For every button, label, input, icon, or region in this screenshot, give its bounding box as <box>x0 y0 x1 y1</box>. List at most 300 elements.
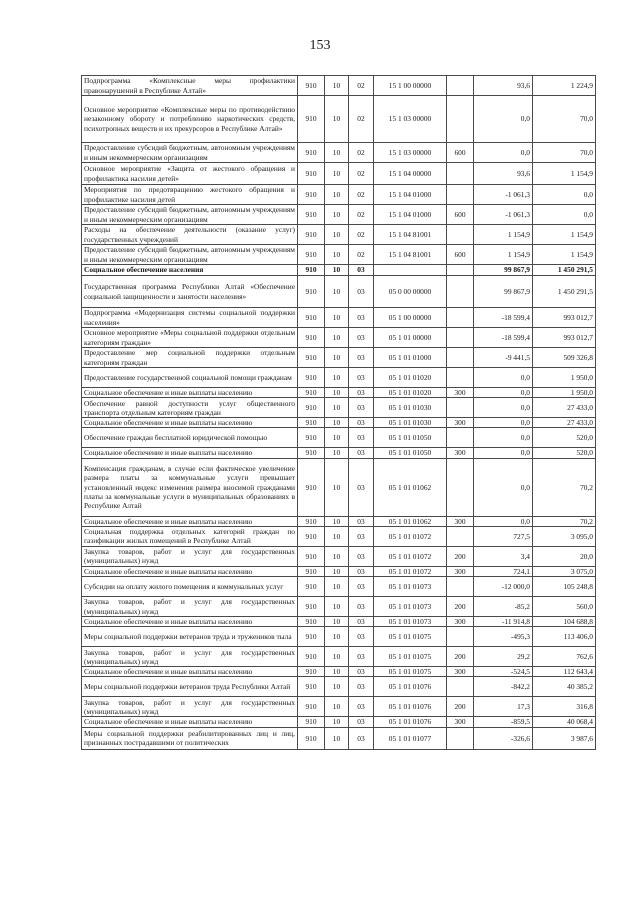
target-article-cell: 15 1 03 00000 <box>374 143 447 163</box>
grbs-cell: 910 <box>298 516 325 526</box>
grbs-cell: 910 <box>298 647 325 667</box>
subsection-cell: 02 <box>349 163 374 185</box>
section-cell: 10 <box>325 516 349 526</box>
target-article-cell: 05 1 01 01030 <box>374 418 447 428</box>
expense-name-cell: Социальное обеспечение и иные выплаты населению <box>82 418 298 428</box>
section-cell: 10 <box>325 368 349 388</box>
expense-type-cell: 600 <box>447 205 474 225</box>
expense-name-cell: Обеспечение граждан бесплатной юридической помощью <box>82 428 298 448</box>
section-cell: 10 <box>325 597 349 617</box>
expense-name-cell: Предоставление мер социальной поддержки отдельным категориям граждан <box>82 348 298 368</box>
table-row <box>82 143 596 163</box>
subsection-cell: 02 <box>349 76 374 96</box>
table-row <box>82 428 596 448</box>
grbs-cell: 910 <box>298 667 325 677</box>
table-row <box>82 96 596 143</box>
amount-change-cell: 1 154,9 <box>474 225 533 245</box>
section-cell: 10 <box>325 76 349 96</box>
amount-change-cell: 17,3 <box>474 697 533 717</box>
expense-type-cell: 200 <box>447 546 474 566</box>
amount-change-cell: 724,1 <box>474 566 533 576</box>
table-row <box>82 458 596 516</box>
table-row <box>82 276 596 308</box>
grbs-cell: 910 <box>298 677 325 697</box>
amount-change-cell: -18 599,4 <box>474 328 533 348</box>
amount-change-cell: 0,0 <box>474 418 533 428</box>
table-row <box>82 388 596 398</box>
amount-total-cell: 3 075,0 <box>533 566 596 576</box>
expense-name-cell: Предоставление государственной социальной помощи гражданам <box>82 368 298 388</box>
expense-name-cell: Основное мероприятие «Защита от жестокого обращения и профилактика насилия детей» <box>82 163 298 185</box>
subsection-cell: 02 <box>349 205 374 225</box>
expense-type-cell <box>447 225 474 245</box>
grbs-cell: 910 <box>298 566 325 576</box>
amount-total-cell: 762,6 <box>533 647 596 667</box>
amount-change-cell: 93,6 <box>474 163 533 185</box>
expense-name-cell: Компенсация гражданам, в случае если фактическое увеличение размера платы за коммунальные услуги превышает установленный индекс изменения размера вносимой гражданами платы за коммунальные услуги в муниципальных образованиях в Республике Алтай <box>82 458 298 516</box>
subsection-cell: 03 <box>349 677 374 697</box>
section-cell: 10 <box>325 717 349 727</box>
amount-total-cell: 70,0 <box>533 143 596 163</box>
amount-change-cell: 29,2 <box>474 647 533 667</box>
target-article-cell: 05 1 01 01030 <box>374 398 447 418</box>
expense-type-cell <box>447 627 474 647</box>
expense-type-cell: 300 <box>447 418 474 428</box>
section-cell: 10 <box>325 458 349 516</box>
table-row <box>82 516 596 526</box>
expense-type-cell: 300 <box>447 717 474 727</box>
expense-type-cell <box>447 577 474 597</box>
section-cell: 10 <box>325 448 349 458</box>
section-cell: 10 <box>325 308 349 328</box>
subsection-cell: 02 <box>349 225 374 245</box>
amount-total-cell: 1 224,9 <box>533 76 596 96</box>
subsection-cell: 02 <box>349 143 374 163</box>
expense-type-cell: 300 <box>447 448 474 458</box>
section-cell: 10 <box>325 328 349 348</box>
amount-change-cell: -326,6 <box>474 727 533 749</box>
expense-name-cell: Социальное обеспечение и иные выплаты населению <box>82 667 298 677</box>
table-row <box>82 398 596 418</box>
amount-change-cell: -18 599,4 <box>474 308 533 328</box>
section-cell: 10 <box>325 677 349 697</box>
section-cell: 10 <box>325 225 349 245</box>
table-row <box>82 647 596 667</box>
section-cell: 10 <box>325 627 349 647</box>
grbs-cell: 910 <box>298 458 325 516</box>
grbs-cell: 910 <box>298 727 325 749</box>
expense-type-cell <box>447 398 474 418</box>
amount-change-cell: 0,0 <box>474 448 533 458</box>
amount-change-cell: -1 061,3 <box>474 205 533 225</box>
amount-total-cell: 40 068,4 <box>533 717 596 727</box>
table-row <box>82 617 596 627</box>
table-row <box>82 265 596 276</box>
expense-type-cell <box>447 265 474 276</box>
expense-name-cell: Социальное обеспечение и иные выплаты населению <box>82 717 298 727</box>
expense-name-cell: Основное мероприятие «Комплексные меры по противодействию незаконному обороту и потреблению наркотических средств, психотропных веществ и их прекурсоров в Республике Алтай» <box>82 96 298 143</box>
target-article-cell: 05 1 01 01075 <box>374 627 447 647</box>
expense-type-cell <box>447 458 474 516</box>
grbs-cell: 910 <box>298 546 325 566</box>
grbs-cell: 910 <box>298 276 325 308</box>
expense-type-cell: 300 <box>447 617 474 627</box>
grbs-cell: 910 <box>298 448 325 458</box>
section-cell: 10 <box>325 727 349 749</box>
table-row <box>82 205 596 225</box>
amount-total-cell: 70,2 <box>533 458 596 516</box>
grbs-cell: 910 <box>298 308 325 328</box>
section-cell: 10 <box>325 398 349 418</box>
amount-total-cell: 993 012,7 <box>533 328 596 348</box>
subsection-cell: 03 <box>349 697 374 717</box>
expense-type-cell <box>447 185 474 205</box>
expense-type-cell <box>447 276 474 308</box>
expense-type-cell: 200 <box>447 597 474 617</box>
subsection-cell: 03 <box>349 617 374 627</box>
grbs-cell: 910 <box>298 697 325 717</box>
grbs-cell: 910 <box>298 526 325 546</box>
amount-total-cell: 105 248,8 <box>533 577 596 597</box>
amount-change-cell: 0,0 <box>474 428 533 448</box>
amount-total-cell: 560,0 <box>533 597 596 617</box>
expense-type-cell <box>447 348 474 368</box>
amount-change-cell: -524,5 <box>474 667 533 677</box>
amount-total-cell: 0,0 <box>533 205 596 225</box>
section-cell: 10 <box>325 617 349 627</box>
amount-total-cell: 993 012,7 <box>533 308 596 328</box>
target-article-cell: 05 1 01 01073 <box>374 577 447 597</box>
amount-total-cell: 1 154,9 <box>533 245 596 265</box>
amount-total-cell: 20,0 <box>533 546 596 566</box>
target-article-cell: 05 1 01 01072 <box>374 526 447 546</box>
table-row <box>82 185 596 205</box>
expense-name-cell: Социальное обеспечение и иные выплаты населению <box>82 516 298 526</box>
section-cell: 10 <box>325 265 349 276</box>
grbs-cell: 910 <box>298 76 325 96</box>
section-cell: 10 <box>325 566 349 576</box>
target-article-cell: 05 1 01 01020 <box>374 388 447 398</box>
amount-total-cell: 509 326,8 <box>533 348 596 368</box>
amount-total-cell: 1 950,0 <box>533 368 596 388</box>
grbs-cell: 910 <box>298 205 325 225</box>
target-article-cell: 05 1 01 01020 <box>374 368 447 388</box>
expense-name-cell: Государственная программа Республики Алтай «Обеспечение социальной защищенности и занятости населения» <box>82 276 298 308</box>
amount-total-cell: 112 643,4 <box>533 667 596 677</box>
target-article-cell: 05 1 01 01077 <box>374 727 447 749</box>
amount-change-cell: 99 867,9 <box>474 276 533 308</box>
amount-change-cell: -1 061,3 <box>474 185 533 205</box>
amount-total-cell: 27 433,0 <box>533 398 596 418</box>
subsection-cell: 03 <box>349 368 374 388</box>
table-row <box>82 418 596 428</box>
amount-total-cell: 104 688,8 <box>533 617 596 627</box>
expense-type-cell: 600 <box>447 245 474 265</box>
amount-change-cell: -85,2 <box>474 597 533 617</box>
expense-type-cell: 200 <box>447 697 474 717</box>
amount-change-cell: -859,5 <box>474 717 533 727</box>
section-cell: 10 <box>325 143 349 163</box>
target-article-cell: 05 1 01 01062 <box>374 516 447 526</box>
subsection-cell: 02 <box>349 245 374 265</box>
expense-type-cell: 600 <box>447 143 474 163</box>
expense-name-cell: Социальное обеспечение и иные выплаты населению <box>82 388 298 398</box>
grbs-cell: 910 <box>298 388 325 398</box>
amount-change-cell: 3,4 <box>474 546 533 566</box>
amount-change-cell: -9 441,5 <box>474 348 533 368</box>
expense-type-cell <box>447 368 474 388</box>
table-row <box>82 368 596 388</box>
amount-change-cell: 0,0 <box>474 143 533 163</box>
section-cell: 10 <box>325 667 349 677</box>
grbs-cell: 910 <box>298 245 325 265</box>
amount-total-cell: 70,2 <box>533 516 596 526</box>
target-article-cell: 05 0 00 00000 <box>374 276 447 308</box>
amount-change-cell: -11 914,8 <box>474 617 533 627</box>
table-row <box>82 526 596 546</box>
expense-type-cell: 300 <box>447 388 474 398</box>
section-cell: 10 <box>325 697 349 717</box>
expense-name-cell: Закупка товаров, работ и услуг для государственных (муниципальных) нужд <box>82 697 298 717</box>
subsection-cell: 03 <box>349 627 374 647</box>
expense-name-cell: Закупка товаров, работ и услуг для государственных (муниципальных) нужд <box>82 647 298 667</box>
table-row <box>82 245 596 265</box>
amount-total-cell: 0,0 <box>533 185 596 205</box>
subsection-cell: 03 <box>349 546 374 566</box>
expense-type-cell: 200 <box>447 647 474 667</box>
target-article-cell: 05 1 00 00000 <box>374 308 447 328</box>
target-article-cell: 15 1 04 81001 <box>374 225 447 245</box>
grbs-cell: 910 <box>298 617 325 627</box>
grbs-cell: 910 <box>298 143 325 163</box>
table-row <box>82 627 596 647</box>
expense-name-cell: Социальная поддержка отдельных категорий граждан по газификации жилых помещений в Республике Алтай <box>82 526 298 546</box>
grbs-cell: 910 <box>298 577 325 597</box>
amount-total-cell: 1 450 291,5 <box>533 265 596 276</box>
grbs-cell: 910 <box>298 428 325 448</box>
amount-change-cell: 0,0 <box>474 398 533 418</box>
target-article-cell: 05 1 01 01073 <box>374 597 447 617</box>
expense-type-cell <box>447 163 474 185</box>
table-row <box>82 448 596 458</box>
table-row <box>82 577 596 597</box>
grbs-cell: 910 <box>298 96 325 143</box>
section-cell: 10 <box>325 577 349 597</box>
subsection-cell: 03 <box>349 265 374 276</box>
expense-name-cell: Социальное обеспечение и иные выплаты населению <box>82 617 298 627</box>
subsection-cell: 03 <box>349 597 374 617</box>
amount-change-cell: 0,0 <box>474 368 533 388</box>
section-cell: 10 <box>325 348 349 368</box>
subsection-cell: 03 <box>349 516 374 526</box>
grbs-cell: 910 <box>298 265 325 276</box>
subsection-cell: 03 <box>349 308 374 328</box>
amount-total-cell: 3 095,0 <box>533 526 596 546</box>
target-article-cell: 05 1 01 01075 <box>374 647 447 667</box>
amount-total-cell: 70,0 <box>533 96 596 143</box>
amount-total-cell: 3 987,6 <box>533 727 596 749</box>
expense-name-cell: Подпрограмма «Модернизация системы социальной поддержки населения» <box>82 308 298 328</box>
expense-type-cell <box>447 677 474 697</box>
amount-total-cell: 1 950,0 <box>533 388 596 398</box>
table-row <box>82 717 596 727</box>
subsection-cell: 03 <box>349 566 374 576</box>
subsection-cell: 03 <box>349 667 374 677</box>
grbs-cell: 910 <box>298 185 325 205</box>
section-cell: 10 <box>325 205 349 225</box>
section-cell: 10 <box>325 647 349 667</box>
section-cell: 10 <box>325 546 349 566</box>
table-row <box>82 667 596 677</box>
expense-name-cell: Расходы на обеспечение деятельности (оказание услуг) государственных учреждений <box>82 225 298 245</box>
target-article-cell: 15 1 04 01000 <box>374 185 447 205</box>
section-cell: 10 <box>325 245 349 265</box>
amount-change-cell: -842,2 <box>474 677 533 697</box>
amount-change-cell: 1 154,9 <box>474 245 533 265</box>
subsection-cell: 03 <box>349 348 374 368</box>
target-article-cell <box>374 265 447 276</box>
table-row <box>82 348 596 368</box>
subsection-cell: 03 <box>349 448 374 458</box>
amount-total-cell: 316,8 <box>533 697 596 717</box>
target-article-cell: 15 1 04 01000 <box>374 205 447 225</box>
section-cell: 10 <box>325 418 349 428</box>
grbs-cell: 910 <box>298 163 325 185</box>
target-article-cell: 05 1 01 01050 <box>374 448 447 458</box>
grbs-cell: 910 <box>298 368 325 388</box>
expense-name-cell: Основное мероприятие «Меры социальной поддержки отдельным категориям граждан» <box>82 328 298 348</box>
expense-name-cell: Мероприятия по предотвращению жестокого обращения и профилактике насилия детей <box>82 185 298 205</box>
expense-name-cell: Обеспечение равной доступности услуг общественного транспорта отдельным категориям граждан <box>82 398 298 418</box>
target-article-cell: 05 1 01 01072 <box>374 546 447 566</box>
section-cell: 10 <box>325 96 349 143</box>
table-row <box>82 308 596 328</box>
table-row <box>82 566 596 576</box>
table-body <box>82 76 596 750</box>
amount-change-cell: 0,0 <box>474 96 533 143</box>
target-article-cell: 05 1 01 01076 <box>374 697 447 717</box>
subsection-cell: 03 <box>349 577 374 597</box>
budget-table <box>81 75 596 750</box>
section-cell: 10 <box>325 185 349 205</box>
expense-name-cell: Социальное обеспечение и иные выплаты населению <box>82 448 298 458</box>
section-cell: 10 <box>325 388 349 398</box>
target-article-cell: 05 1 01 01076 <box>374 717 447 727</box>
expense-type-cell <box>447 308 474 328</box>
expense-type-cell <box>447 328 474 348</box>
target-article-cell: 15 1 04 00000 <box>374 163 447 185</box>
expense-name-cell: Субсидии на оплату жилого помещения и коммунальных услуг <box>82 577 298 597</box>
amount-change-cell: 0,0 <box>474 516 533 526</box>
expense-type-cell <box>447 96 474 143</box>
expense-type-cell <box>447 526 474 546</box>
table-row <box>82 697 596 717</box>
subsection-cell: 03 <box>349 647 374 667</box>
subsection-cell: 03 <box>349 526 374 546</box>
expense-name-cell: Меры социальной поддержки реабилитированных лиц и лиц, признанных пострадавшими от политических <box>82 727 298 749</box>
expense-type-cell <box>447 727 474 749</box>
target-article-cell: 05 1 01 01062 <box>374 458 447 516</box>
amount-total-cell: 27 433,0 <box>533 418 596 428</box>
subsection-cell: 03 <box>349 458 374 516</box>
amount-change-cell: 0,0 <box>474 388 533 398</box>
section-cell: 10 <box>325 428 349 448</box>
subsection-cell: 03 <box>349 428 374 448</box>
target-article-cell: 05 1 01 01075 <box>374 667 447 677</box>
grbs-cell: 910 <box>298 225 325 245</box>
expense-name-cell: Предоставление субсидий бюджетным, автономным учреждениям и иным некоммерческим организациям <box>82 245 298 265</box>
expense-type-cell <box>447 76 474 96</box>
table-row <box>82 328 596 348</box>
amount-change-cell: -495,3 <box>474 627 533 647</box>
expense-type-cell: 300 <box>447 516 474 526</box>
amount-change-cell: 99 867,9 <box>474 265 533 276</box>
expense-name-cell: Закупка товаров, работ и услуг для государственных (муниципальных) нужд <box>82 546 298 566</box>
table-row <box>82 677 596 697</box>
expense-name-cell: Подпрограмма «Комплексные меры профилактики правонарушений в Республике Алтай» <box>82 76 298 96</box>
expense-name-cell: Предоставление субсидий бюджетным, автономным учреждениям и иным некоммерческим организациям <box>82 205 298 225</box>
grbs-cell: 910 <box>298 597 325 617</box>
target-article-cell: 05 1 01 00000 <box>374 328 447 348</box>
table-row <box>82 225 596 245</box>
target-article-cell: 05 1 01 01076 <box>374 677 447 697</box>
amount-total-cell: 1 450 291,5 <box>533 276 596 308</box>
amount-change-cell: 727,5 <box>474 526 533 546</box>
amount-change-cell: -12 000,0 <box>474 577 533 597</box>
subsection-cell: 03 <box>349 727 374 749</box>
amount-change-cell: 0,0 <box>474 458 533 516</box>
target-article-cell: 05 1 01 01050 <box>374 428 447 448</box>
table-row <box>82 546 596 566</box>
amount-total-cell: 40 385,2 <box>533 677 596 697</box>
table-row <box>82 76 596 96</box>
page-number: 153 <box>309 38 331 53</box>
section-cell: 10 <box>325 526 349 546</box>
grbs-cell: 910 <box>298 717 325 727</box>
section-cell: 10 <box>325 276 349 308</box>
target-article-cell: 05 1 01 01072 <box>374 566 447 576</box>
subsection-cell: 03 <box>349 276 374 308</box>
grbs-cell: 910 <box>298 398 325 418</box>
subsection-cell: 03 <box>349 717 374 727</box>
target-article-cell: 05 1 01 01073 <box>374 617 447 627</box>
subsection-cell: 03 <box>349 328 374 348</box>
amount-total-cell: 113 406,0 <box>533 627 596 647</box>
expense-name-cell: Предоставление субсидий бюджетным, автономным учреждениям и иным некоммерческим организациям <box>82 143 298 163</box>
table-row <box>82 163 596 185</box>
amount-total-cell: 520,0 <box>533 448 596 458</box>
expense-name-cell: Меры социальной поддержки ветеранов труда Республики Алтай <box>82 677 298 697</box>
expense-name-cell: Социальное обеспечение и иные выплаты населению <box>82 566 298 576</box>
target-article-cell: 15 1 03 00000 <box>374 96 447 143</box>
amount-change-cell: 93,6 <box>474 76 533 96</box>
target-article-cell: 05 1 01 01000 <box>374 348 447 368</box>
expense-name-cell: Закупка товаров, работ и услуг для государственных (муниципальных) нужд <box>82 597 298 617</box>
table-row <box>82 727 596 749</box>
target-article-cell: 15 1 00 00000 <box>374 76 447 96</box>
expense-type-cell <box>447 428 474 448</box>
subsection-cell: 02 <box>349 96 374 143</box>
grbs-cell: 910 <box>298 418 325 428</box>
subsection-cell: 03 <box>349 418 374 428</box>
target-article-cell: 15 1 04 81001 <box>374 245 447 265</box>
subsection-cell: 02 <box>349 185 374 205</box>
grbs-cell: 910 <box>298 627 325 647</box>
subsection-cell: 03 <box>349 398 374 418</box>
grbs-cell: 910 <box>298 348 325 368</box>
subsection-cell: 03 <box>349 388 374 398</box>
expense-name-cell: Социальное обеспечение населения <box>82 265 298 276</box>
